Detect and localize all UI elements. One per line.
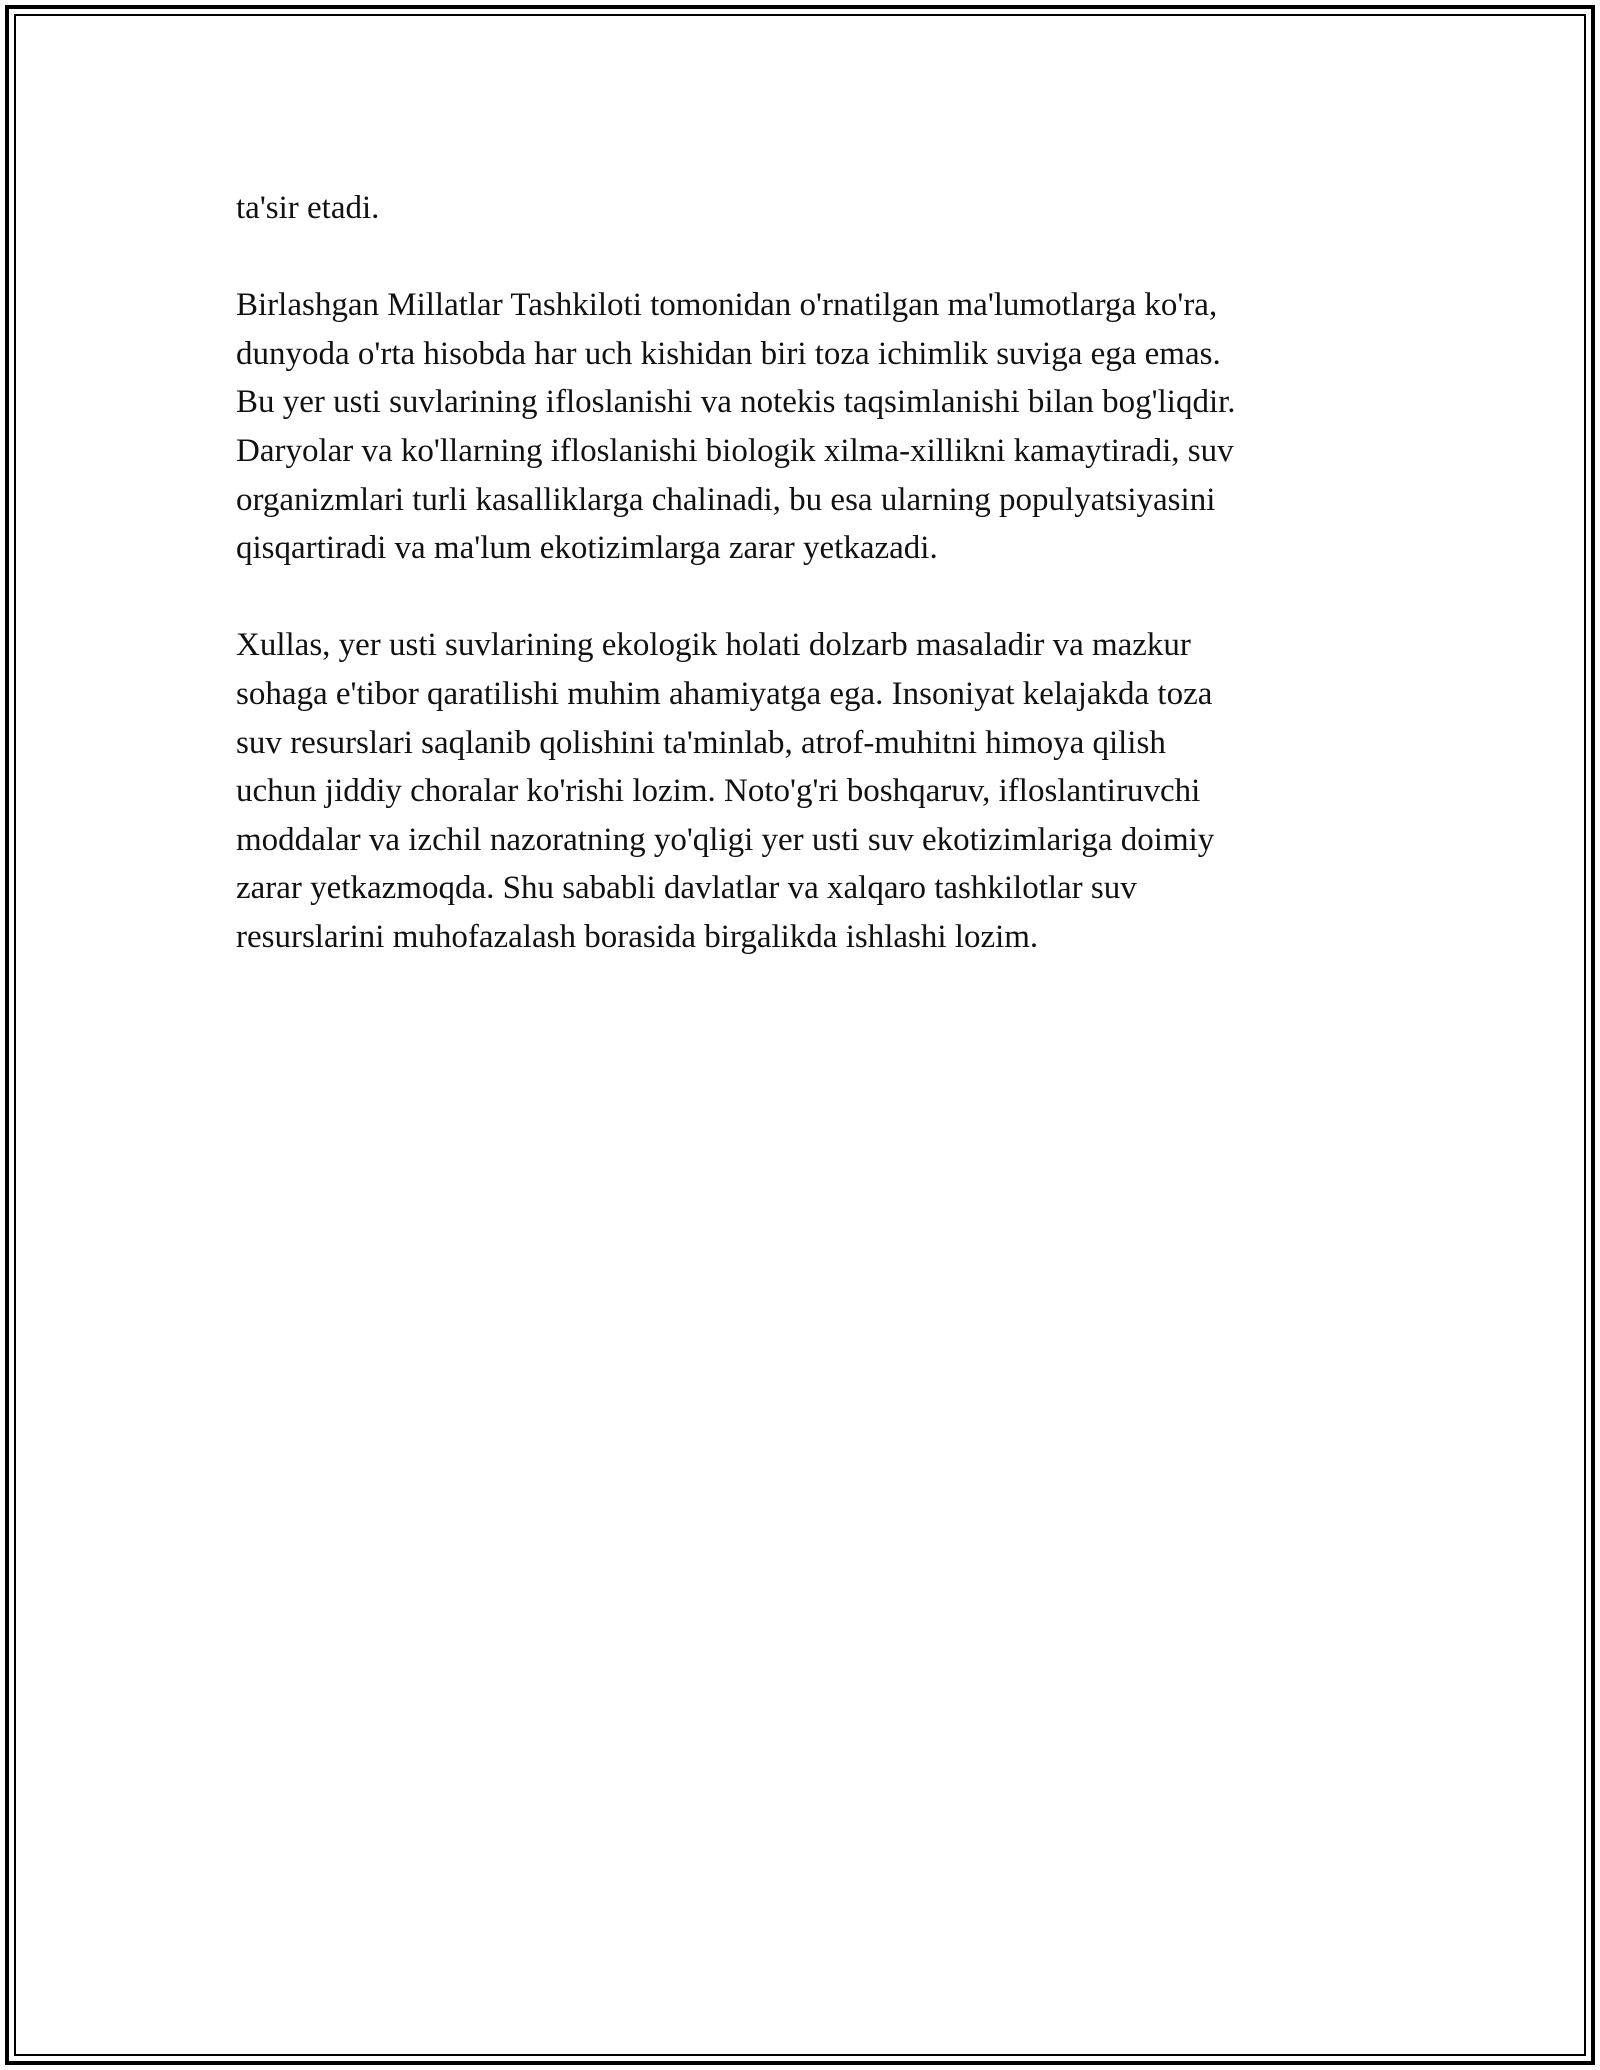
document-body bbox=[236, 184, 1376, 1010]
paragraph-un-statistics: Birlashgan Millatlar Tashkiloti tomonidan o'rnatilgan ma'lumotlarga ko'ra, dunyoda o'rta hisobda har uch kishidan biri toza ichimlik suviga ega emas. Bu yer usti suvlarining ifloslanishi va notekis taqsimlanishi bilan bog'liqdir. Daryolar va ko'llarning ifloslanishi biologik xilma-xillikni kamaytiradi, suv organizmlari turli kasalliklarga chalinadi, bu esa ularning populyatsiyasini qisqartiradi va ma'lum ekotizimlarga zarar yetkazadi. bbox=[236, 287, 1236, 567]
paragraph-continuation: ta'sir etadi. bbox=[236, 190, 380, 226]
paragraph-conclusion: Xullas, yer usti suvlarining ekologik holati dolzarb masaladir va mazkur sohaga e'tibor qaratilishi muhim ahamiyatga ega. Insoniyat kelajakda toza suv resurslari saqlanib qolishini ta'minlab, atrof-muhitni himoya qilish uchun jiddiy choralar ko'rishi lozim. Noto'g'ri boshqaruv, ifloslantiruvchi moddalar va izchil nazoratning yo'qligi yer usti suv ekotizimlariga doimiy zarar yetkazmoqda. Shu sababli davlatlar va xalqaro tashkilotlar suv resurslarini muhofazalash borasida birgalikda ishlashi lozim. bbox=[236, 627, 1215, 955]
